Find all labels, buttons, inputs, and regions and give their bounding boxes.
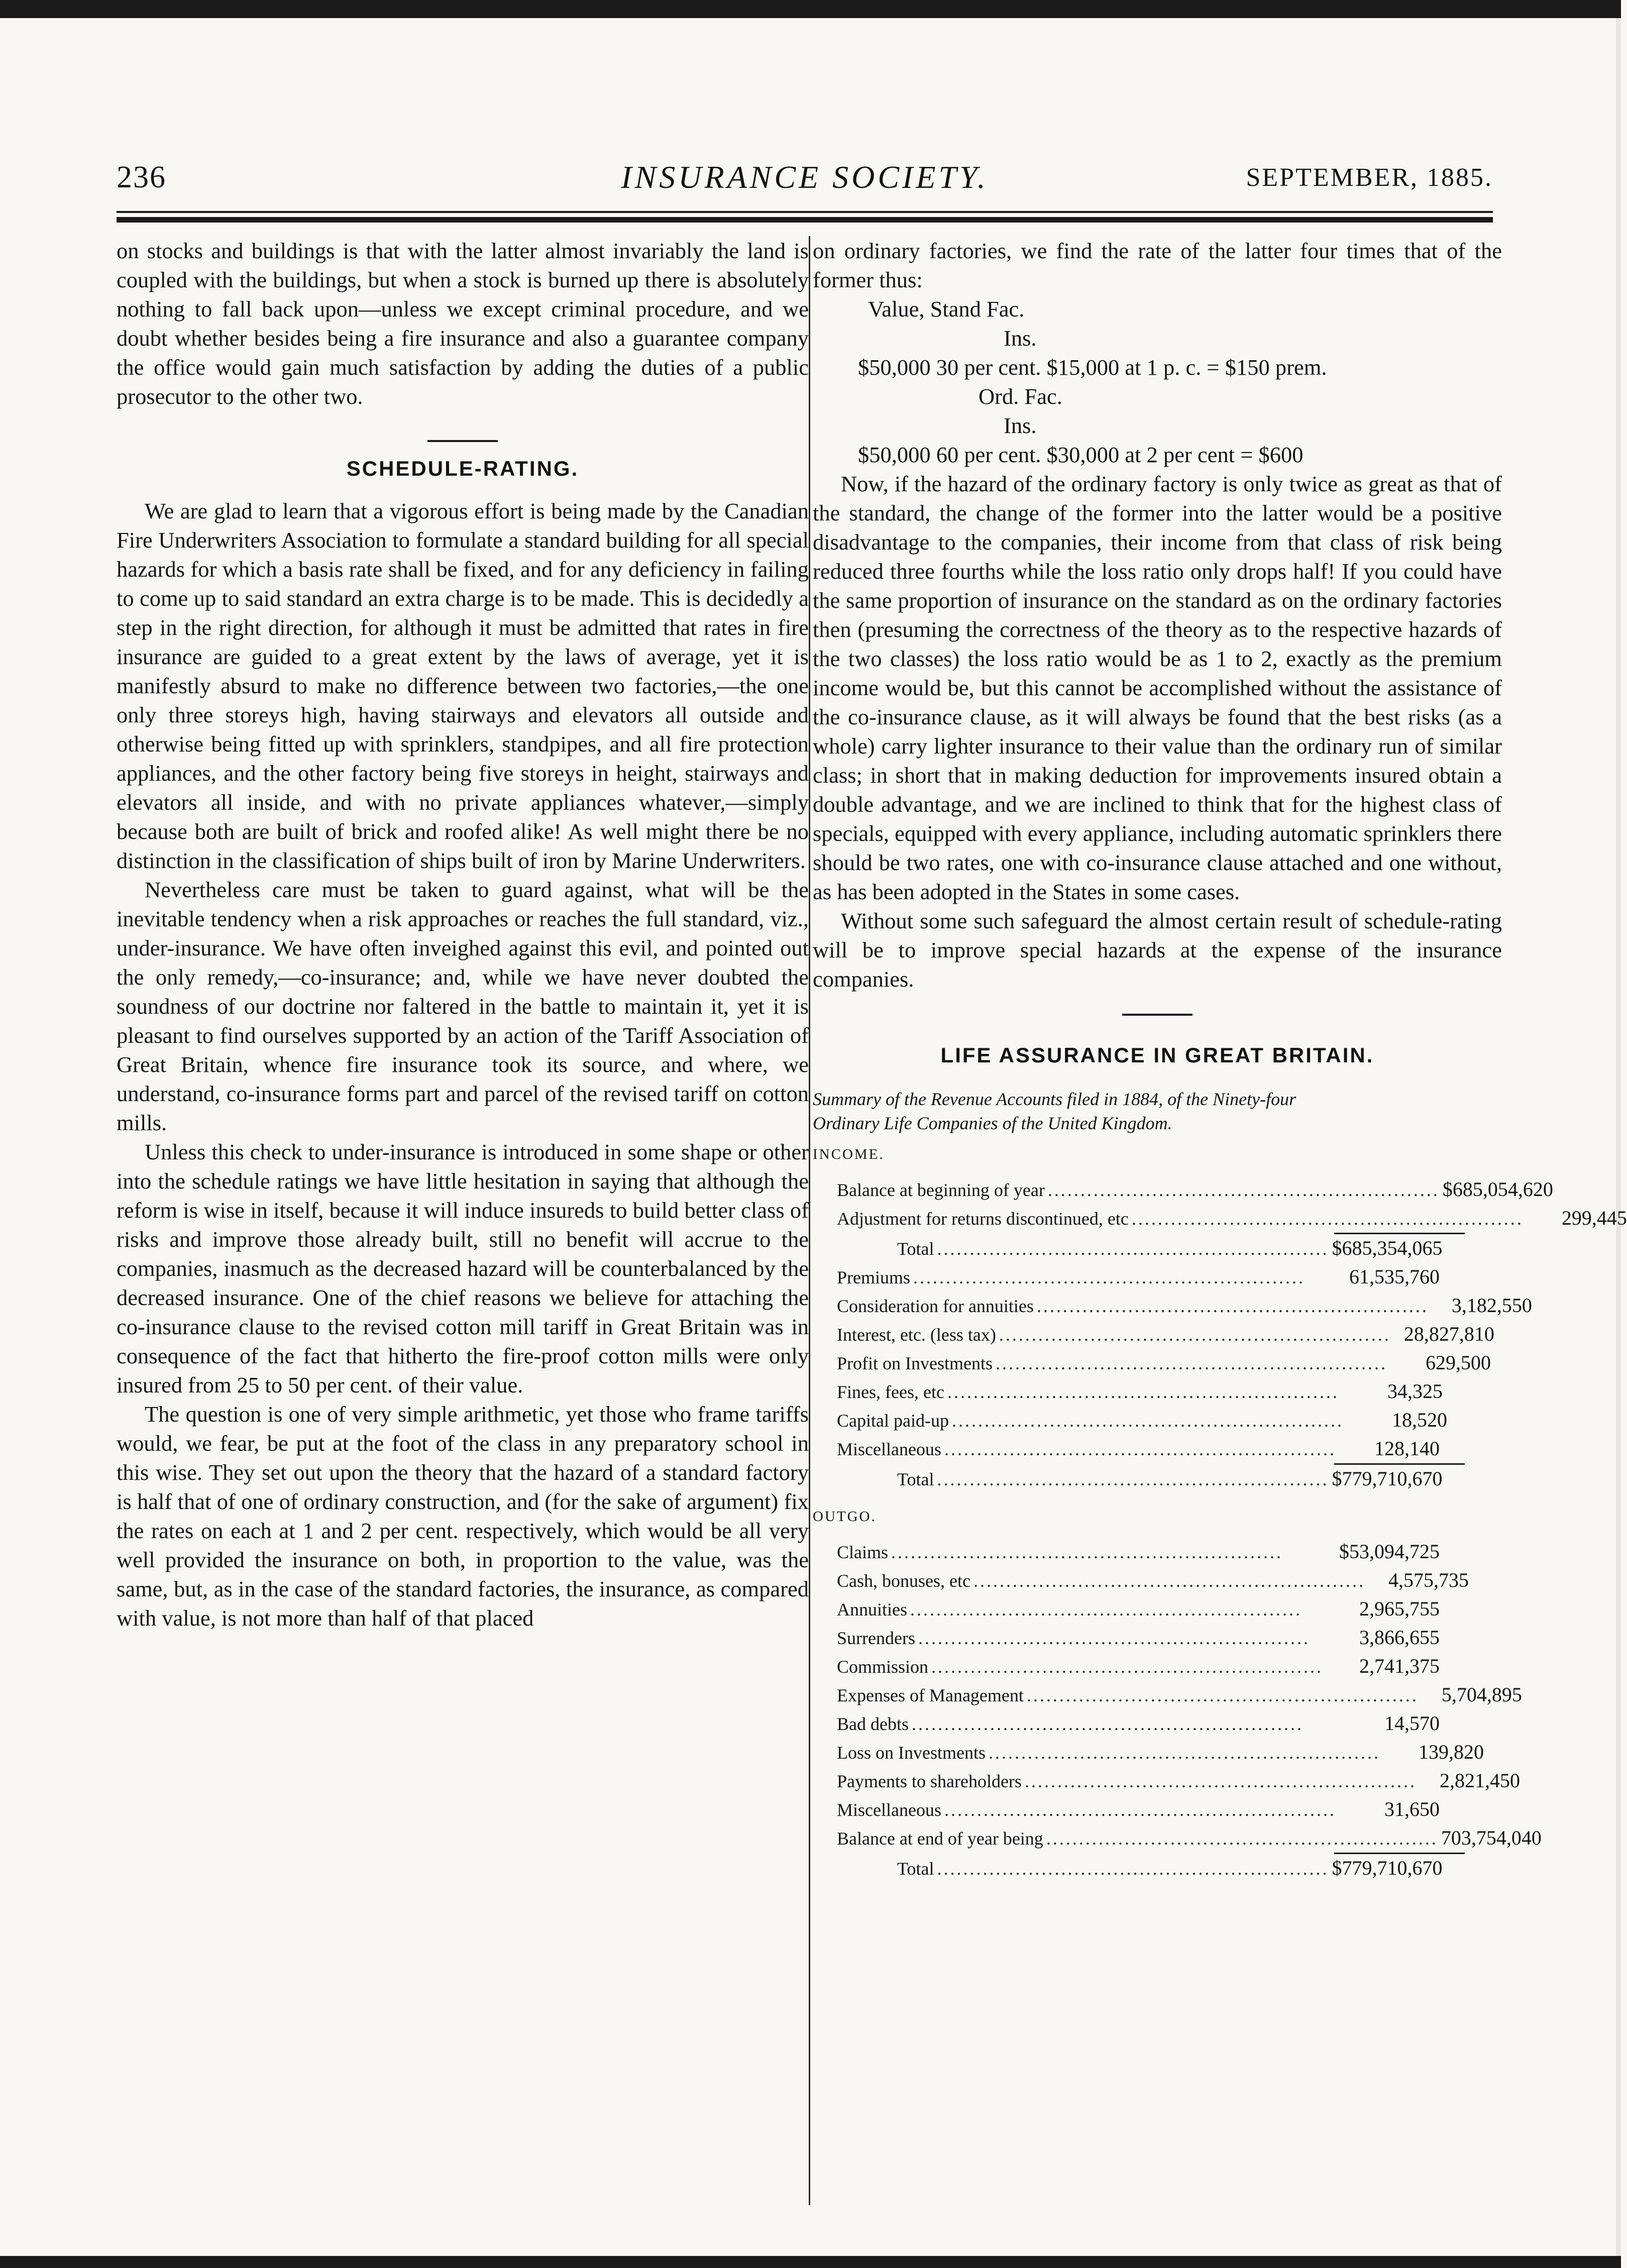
article-paragraph: We are glad to learn that a vigorous effort is being made by the Canadian Fire Underwriters Association to formulate a standard building for all special hazards for which a basis rate shall be fixed, and for any deficiency in failing to come up to said standard an extra charge is to be made. This is decidedly a step in the right direction, for although it must be admitted that rates in fire insurance are guided to a great extent by the laws of average, yet it is manifestly absurd to make no difference between two factories,—the one only three storeys high, having stairways and elevators all outside and otherwise being fitted up with sprinklers, standpipes, and all fire protection appliances, and the other factory being five storeys in height, stairways and elevators all inside, and with no private appliances whatever,—simply because both are built of brick and roofed alike! As well might there be no distinction in the classification of ships built of iron by Marine Underwriters.: [117, 498, 809, 873]
formula-line: Ins.: [1004, 326, 1037, 351]
dot-leader: ............................................................: [988, 1743, 1380, 1763]
dot-leader: ............................................................: [947, 1382, 1339, 1402]
table-row: [837, 1738, 1484, 1767]
section-heading-schedule-rating: SCHEDULE-RATING.: [346, 457, 579, 480]
row-label: Balance at beginning of year: [837, 1180, 1045, 1200]
income-heading: INCOME.: [813, 1146, 885, 1162]
row-value: 128,140: [1374, 1437, 1440, 1460]
dot-leader: ............................................................: [1047, 1180, 1440, 1200]
dot-leader: ............................................................: [999, 1325, 1391, 1345]
row-value: $53,094,725: [1339, 1540, 1440, 1563]
formula-line: Ins.: [1004, 413, 1037, 438]
table-row: [837, 1652, 1440, 1681]
revenue-table: [837, 1175, 1627, 1493]
dot-leader: ............................................................: [937, 1859, 1329, 1879]
dot-leader: ............................................................: [1046, 1828, 1438, 1849]
article-paragraph: Unless this check to under-insurance is introduced in some shape or other into the schedule ratings we have little hesitation in saying that although the reform is wise in itself, because it will induce insureds to build better class of risks and improve those already built, still no benefit will accrue to the companies, inasmuch as the decreased hazard will be counterbalanced by the decreased insurance. One of the chief reasons we believe for attaching the co-insurance clause to the revised cotton mill tariff in Great Britain was in consequence of the fact that hitherto the fire-proof cotton mills were only insured from 25 to 50 per cent. of their value.: [117, 1139, 809, 1397]
table-row: [837, 1377, 1443, 1406]
row-value: 28,827,810: [1403, 1323, 1494, 1345]
row-value: 3,182,550: [1451, 1294, 1532, 1317]
dot-leader: ............................................................: [1131, 1209, 1524, 1229]
header-rule-thin: [117, 211, 1493, 213]
row-label: Total: [897, 1469, 934, 1489]
dot-leader: ............................................................: [944, 1439, 1336, 1459]
left-column: [117, 236, 809, 1633]
formula-line: $50,000 60 per cent. $30,000 at 2 per cent = $600: [858, 442, 1304, 467]
outgo-heading: OUTGO.: [813, 1508, 877, 1525]
dot-leader: ............................................................: [1036, 1296, 1429, 1316]
row-value: 299,445: [1561, 1207, 1627, 1229]
dot-leader: ............................................................: [973, 1571, 1365, 1591]
dot-leader: ............................................................: [913, 1267, 1306, 1287]
formula-line: Value, Stand Fac.: [868, 296, 1025, 321]
row-value: 14,570: [1384, 1712, 1440, 1735]
column-divider: [809, 236, 810, 2205]
summary-caption: Summary of the Revenue Accounts filed in 1884, of the Ninety-four: [813, 1089, 1296, 1109]
row-label: Adjustment for returns discontinued, etc: [837, 1209, 1129, 1229]
row-value: 4,575,735: [1388, 1569, 1469, 1591]
continued-paragraph: on stocks and buildings is that with the latter almost invariably the land is coupled with the buildings, but when a stock is burned up there is absolutely nothing to fall back upon—unless we except criminal procedure, and we doubt whether besides being a fire insurance and also a guarantee company the office would gain much satisfaction by adding the duties of a public prosecutor to the other two.: [117, 238, 809, 409]
row-value: $779,710,670: [1332, 1467, 1443, 1490]
row-value: 2,741,375: [1359, 1655, 1440, 1677]
table-total-row: [837, 1465, 1443, 1493]
dot-leader: ............................................................: [1024, 1771, 1417, 1791]
dot-leader: ............................................................: [951, 1411, 1344, 1431]
dot-leader: ............................................................: [911, 1714, 1304, 1734]
continued-paragraph: on ordinary factories, we find the rate of the latter four times that of the former thus:: [813, 238, 1502, 292]
row-value: 703,754,040: [1441, 1826, 1542, 1849]
row-value: 18,520: [1391, 1409, 1447, 1431]
article-paragraph: Now, if the hazard of the ordinary factory is only twice as great as that of the standard, the change of the former into the latter would be a positive disadvantage to the companies, their income from that class of risk being reduced three fourths while the loss ratio only drops half! If you could have the same proportion of insurance on the standard as on the ordinary factories then (presuming the correctness of the theory as to the respective hazards of the two classes) the loss ratio would be as 1 to 2, exactly as the premium income would be, but this cannot be accomplished without the assistance of the co-insurance clause, as it will always be found that the best risks (as a whole) carry lighter insurance to their value than the ordinary run of similar class; in short that in making deduction for improvements insured obtain a double advantage, and we are inclined to think that for the highest class of specials, equipped with every appliance, including automatic sprinklers there should be two rates, one with co-insurance clause attached and one without, as has been adopted in the States in some cases.: [813, 471, 1502, 904]
outgo-table: [837, 1538, 1542, 1883]
row-label: Fines, fees, etc: [837, 1382, 944, 1402]
row-value: 629,500: [1425, 1351, 1491, 1374]
premium-calculation: [813, 294, 1502, 469]
row-value: 5,704,895: [1441, 1683, 1522, 1706]
table-row: [837, 1681, 1522, 1709]
table-row: [837, 1175, 1553, 1204]
scan-top-edge: [0, 0, 1621, 18]
table-row: [837, 1291, 1532, 1320]
row-value: $685,054,620: [1442, 1178, 1553, 1201]
row-value: 31,650: [1384, 1798, 1440, 1820]
row-label: Payments to shareholders: [837, 1771, 1022, 1791]
table-row: [837, 1709, 1440, 1738]
row-label: Profit on Investments: [837, 1353, 993, 1373]
row-label: Annuities: [837, 1599, 907, 1619]
row-value: 2,965,755: [1359, 1597, 1440, 1620]
row-value: 3,866,655: [1359, 1626, 1440, 1649]
table-row: [837, 1204, 1627, 1233]
row-value: 61,535,760: [1349, 1265, 1440, 1288]
row-value: 2,821,450: [1439, 1769, 1520, 1792]
row-label: Claims: [837, 1542, 889, 1562]
row-label: Total: [897, 1859, 934, 1879]
row-label: Expenses of Management: [837, 1685, 1024, 1705]
row-label: Cash, bonuses, etc: [837, 1571, 970, 1591]
article-paragraph: The question is one of very simple arithmetic, yet those who frame tariffs would, we fear, be put at the foot of the class in any preparatory school in this wise. They set out upon the theory that the hazard of a standard factory is half that of one of ordinary construction, and (for the sake of argument) fix the rates on each at 1 and 2 per cent. respectively, which would be all very well provided the insurance on both, in proportion to the value, was the same, but, as in the case of the standard factories, the insurance, as compared with value, is not more than half of that placed: [117, 1401, 809, 1631]
dot-leader: ............................................................: [1026, 1685, 1419, 1705]
article-paragraph: Without some such safeguard the almost certain result of schedule-rating will be to improve special hazards at the expense of the insurance companies.: [813, 908, 1502, 992]
table-row: [837, 1795, 1440, 1824]
table-row: [837, 1349, 1491, 1377]
row-label: Loss on Investments: [837, 1743, 986, 1763]
scan-bottom-edge: [0, 2256, 1621, 2268]
issue-date: SEPTEMBER, 1885.: [1246, 163, 1493, 192]
row-value: 139,820: [1418, 1741, 1484, 1763]
row-label: Miscellaneous: [837, 1800, 941, 1820]
right-column: [813, 236, 1627, 1883]
table-row: [837, 1624, 1440, 1652]
table-row: [837, 1320, 1494, 1349]
dot-leader: ............................................................: [944, 1800, 1336, 1820]
row-label: Total: [897, 1239, 934, 1259]
dot-leader: ............................................................: [995, 1353, 1387, 1373]
page-number: 236: [117, 160, 166, 194]
formula-line: Ord. Fac.: [979, 384, 1062, 409]
table-row: [837, 1767, 1520, 1795]
dot-leader: ............................................................: [891, 1542, 1283, 1562]
formula-line: $50,000 30 per cent. $15,000 at 1 p. c. = $150 prem.: [858, 355, 1327, 380]
table-row: [837, 1566, 1469, 1595]
row-label: Consideration for annuities: [837, 1296, 1034, 1316]
dot-leader: ............................................................: [937, 1469, 1329, 1489]
table-row: [837, 1824, 1542, 1853]
table-total-row: [837, 1854, 1443, 1883]
table-row: [837, 1435, 1440, 1463]
row-value: $685,354,065: [1332, 1237, 1443, 1259]
table-row: [837, 1538, 1440, 1566]
dot-leader: ............................................................: [910, 1599, 1302, 1619]
row-value: $779,710,670: [1332, 1857, 1443, 1879]
dot-leader: ............................................................: [937, 1239, 1329, 1259]
scan-right-edge: [1616, 18, 1621, 2268]
header-rule-thick: [117, 217, 1493, 223]
dot-leader: ............................................................: [918, 1628, 1310, 1648]
row-label: Commission: [837, 1657, 929, 1677]
row-value: 34,325: [1387, 1380, 1443, 1402]
publication-title: INSURANCE SOCIETY.: [621, 159, 989, 195]
page-header: [117, 160, 1493, 210]
table-row: [837, 1595, 1440, 1624]
row-label: Surrenders: [837, 1628, 915, 1648]
row-label: Balance at end of year being: [837, 1828, 1043, 1849]
row-label: Interest, etc. (less tax): [837, 1325, 996, 1345]
row-label: Bad debts: [837, 1714, 909, 1734]
table-row: [837, 1406, 1447, 1435]
row-label: Premiums: [837, 1267, 911, 1287]
table-total-row: [837, 1234, 1443, 1263]
article-paragraph: Nevertheless care must be taken to guard against, what will be the inevitable tendency when a risk approaches or reaches the full standard, viz., under-insurance. We have often inveighed against this evil, and pointed out the only remedy,—co-insurance; and, while we have never doubted the soundness of our doctrine nor faltered in the battle to maintain it, yet it is pleasant to find ourselves supported by an action of the Tariff Association of Great Britain, whence fire insurance took its source, and where, we understand, co-insurance forms part and parcel of the revised tariff on cotton mills.: [117, 877, 809, 1135]
row-label: Capital paid-up: [837, 1411, 949, 1431]
summary-caption: Ordinary Life Companies of the United Kingdom.: [813, 1113, 1172, 1133]
section-heading-life-assurance: LIFE ASSURANCE IN GREAT BRITAIN.: [940, 1043, 1374, 1067]
table-row: [837, 1263, 1440, 1291]
dot-leader: ............................................................: [931, 1657, 1324, 1677]
row-label: Miscellaneous: [837, 1439, 941, 1459]
